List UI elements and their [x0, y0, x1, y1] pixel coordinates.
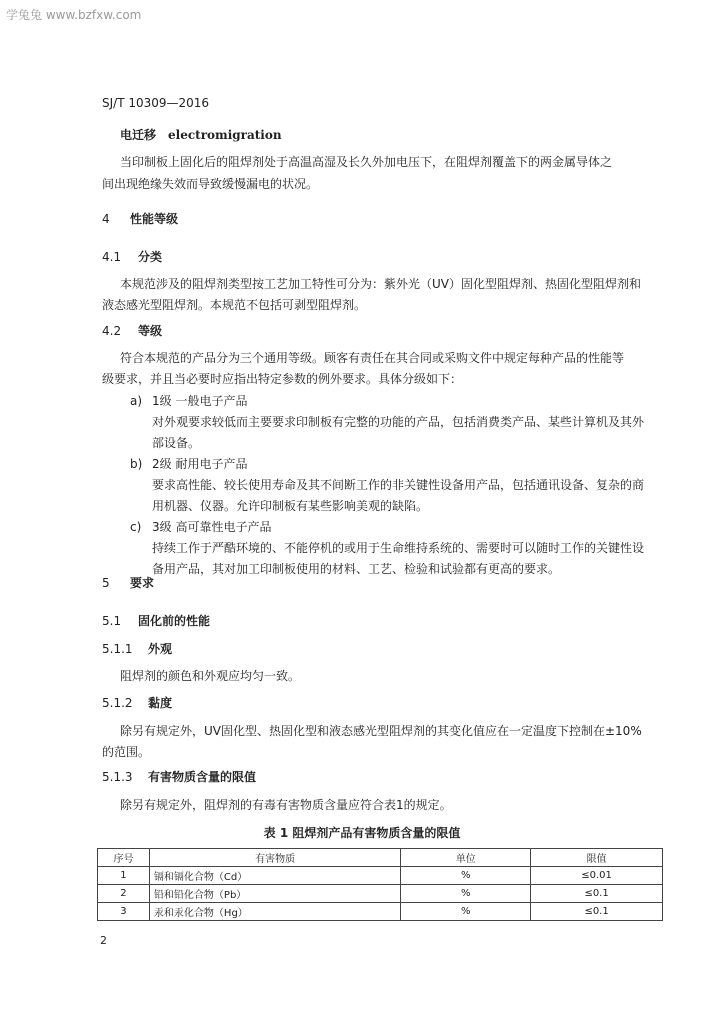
section-5-1-heading [102, 612, 210, 629]
hazard-limits-table [97, 848, 663, 921]
sec5-1-2-body-line-2: 的范围。 [102, 745, 151, 759]
list-marker: b) [130, 457, 143, 471]
grade-2-title: 2级 耐用电子产品 [152, 457, 248, 471]
list-marker: a) [130, 394, 143, 408]
section-5-1-1-heading [102, 640, 172, 657]
sec5-1-2-body-line-1: 除另有规定外，UV固化型、热固化型和液态感光型阻焊剂的其变化值应在一定温度下控制在±10% [120, 724, 642, 738]
watermark: 学兔兔 www.bzfxw.com [6, 8, 142, 22]
section-title: 分类 [138, 250, 163, 264]
table-row [98, 885, 663, 903]
table-cell: ≤0.1 [531, 885, 663, 903]
section-title: 等级 [138, 324, 163, 338]
table-cell: 镉和镉化合物（Cd） [149, 867, 401, 885]
section-title: 黏度 [148, 696, 173, 710]
grade-1-desc-line-1: 对外观要求较低而主要要求印制板有完整的功能的产品，包括消费类产品、某些计算机及其外 [152, 415, 645, 429]
section-title: 要求 [130, 576, 155, 590]
section-number: 5 [102, 576, 110, 590]
section-number: 4.2 [102, 324, 122, 338]
section-4-1-heading [102, 248, 162, 265]
section-5-1-3-heading [102, 768, 256, 785]
table-cell: 汞和汞化合物（Hg） [149, 903, 401, 921]
table-title: 表 1 阻焊剂产品有害物质含量的限值 [263, 826, 461, 840]
section-number: 4.1 [102, 250, 122, 264]
table-cell: 3 [98, 903, 150, 921]
section-number: 5.1.2 [102, 696, 133, 710]
table-header-cell: 有害物质 [149, 849, 401, 867]
table-cell: % [401, 867, 531, 885]
table-header-cell: 序号 [98, 849, 150, 867]
section-title: 固化前的性能 [138, 614, 211, 628]
page-number: 2 [100, 934, 107, 947]
section-number: 5.1.1 [102, 642, 133, 656]
section-number: 5.1.3 [102, 770, 133, 784]
table-header-cell: 单位 [401, 849, 531, 867]
section-number: 4 [102, 212, 110, 226]
term-definition-line-1: 当印制板上固化后的阻焊剂处于高温高湿及长久外加电压下，在阻焊剂覆盖下的两金属导体之 [120, 155, 613, 169]
grade-1-desc-line-2: 部设备。 [152, 436, 201, 450]
sec4-2-body-line-1: 符合本规范的产品分为三个通用等级。顾客有责任在其合同或采购文件中规定每种产品的性能等 [120, 351, 625, 365]
term-en: electromigration [168, 128, 282, 142]
section-4-2-heading [102, 322, 162, 339]
table-cell: % [401, 885, 531, 903]
table-cell: 1 [98, 867, 150, 885]
sec5-1-3-body: 除另有规定外，阻焊剂的有毒有害物质含量应符合表1的规定。 [120, 798, 452, 812]
sec4-1-body-line-2: 液态感光型阻焊剂。本规范不包括可剥型阻焊剂。 [102, 298, 367, 312]
table-cell: ≤0.01 [531, 867, 663, 885]
table-cell: 2 [98, 885, 150, 903]
grade-2-desc-line-2: 用机器、仪器。允许印制板有某些影响美观的缺陷。 [152, 499, 429, 513]
grade-1-title: 1级 一般电子产品 [152, 394, 248, 408]
sec5-1-1-body: 阻焊剂的颜色和外观应均匀一致。 [120, 669, 301, 683]
table-cell: % [401, 903, 531, 921]
list-marker: c) [130, 520, 142, 534]
section-number: 5.1 [102, 614, 122, 628]
table-header-cell: 限值 [531, 849, 663, 867]
term-heading [120, 126, 282, 143]
table-cell: ≤0.1 [531, 903, 663, 921]
sec4-2-body-line-2: 级要求，并且当必要时应指出特定参数的例外要求。具体分级如下： [102, 372, 463, 386]
sec4-1-body-line-1: 本规范涉及的阻焊剂类型按工艺加工特性可分为：紫外光（UV）固化型阻焊剂、热固化型阻焊剂和 [120, 277, 641, 291]
section-5-heading [102, 574, 154, 591]
table-row [98, 867, 663, 885]
table-row [98, 903, 663, 921]
standard-code: SJ/T 10309—2016 [102, 96, 210, 110]
section-5-1-2-heading [102, 694, 172, 711]
grade-3-title: 3级 高可靠性电子产品 [152, 520, 272, 534]
grade-3-desc-line-2: 备用产品，其对加工印制板使用的材料、工艺、检验和试验都有更高的要求。 [152, 562, 561, 576]
term-definition-line-2: 间出现绝缘失效而导致缓慢漏电的状况。 [102, 177, 319, 191]
section-title: 外观 [148, 642, 173, 656]
grade-2-desc-line-1: 要求高性能、较长使用寿命及其不间断工作的非关键性设备用产品，包括通讯设备、复杂的商 [152, 478, 645, 492]
section-title: 性能等级 [130, 212, 179, 226]
grade-3-desc-line-1: 持续工作于严酷环境的、不能停机的或用于生命维持系统的、需要时可以随时工作的关键性设 [152, 541, 645, 555]
table-header-row [98, 849, 663, 867]
table-cell: 铅和铅化合物（Pb） [149, 885, 401, 903]
term-zh: 电迁移 [120, 128, 157, 142]
section-title: 有害物质含量的限值 [148, 770, 257, 784]
section-4-heading [102, 210, 178, 227]
